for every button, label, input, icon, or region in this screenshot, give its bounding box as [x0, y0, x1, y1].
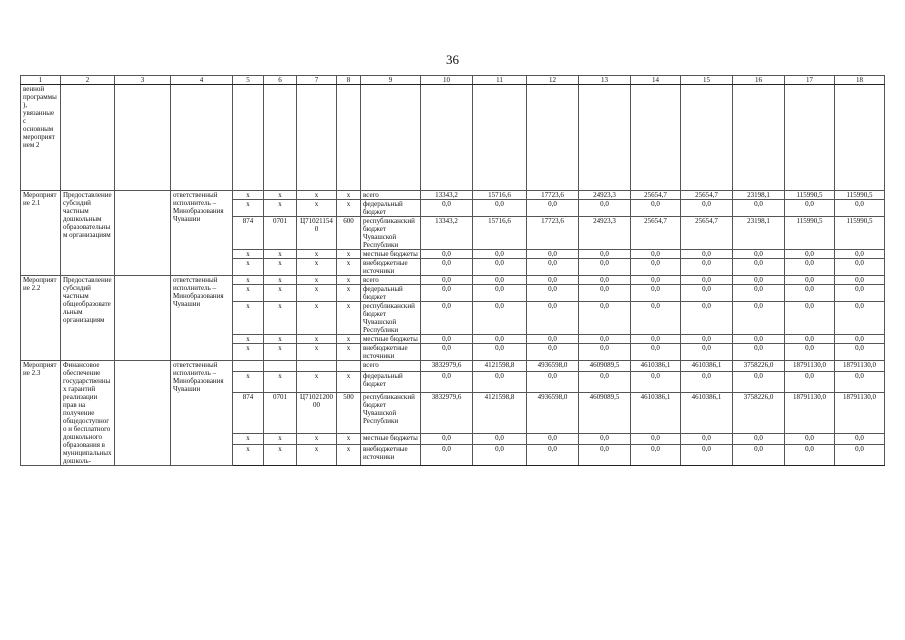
budget-value: 18791130,0: [785, 393, 835, 434]
budget-value: 0,0: [785, 372, 835, 393]
budget-value: 0,0: [421, 302, 473, 335]
budget-value: 0,0: [681, 335, 733, 344]
budget-value: 0,0: [835, 444, 885, 465]
budget-value: 0,0: [835, 276, 885, 285]
budget-value: 24923,3: [579, 217, 631, 250]
budget-value: 0,0: [733, 250, 785, 259]
continuation-text: венной программы), увязанные с основным мероприятием 2: [21, 85, 61, 191]
budget-value: 24923,3: [579, 191, 631, 200]
budget-value: 0,0: [473, 433, 527, 444]
budget-value: 0,0: [681, 250, 733, 259]
budget-value: 0,0: [631, 285, 681, 302]
budget-value: 0,0: [421, 259, 473, 276]
code-target-article: x: [297, 335, 337, 344]
budget-value: 0,0: [733, 276, 785, 285]
code-expense-type: [337, 361, 361, 372]
code-expense-type: x: [337, 276, 361, 285]
budget-value: 0,0: [785, 302, 835, 335]
budget-value: 0,0: [421, 276, 473, 285]
empty-cell: [835, 85, 885, 191]
budget-value: 0,0: [733, 200, 785, 217]
code-target-article: x: [297, 250, 337, 259]
column-header: 13: [579, 76, 631, 85]
code-target-article: x: [297, 276, 337, 285]
budget-value: 4609089,5: [579, 361, 631, 372]
budget-value: 0,0: [473, 285, 527, 302]
budget-value: 0,0: [681, 444, 733, 465]
code-expense-type: x: [337, 200, 361, 217]
budget-value: 0,0: [579, 302, 631, 335]
responsible-executor: ответственный исполнитель – Минобразования Чувашии: [171, 191, 233, 276]
budget-value: 115990,5: [835, 217, 885, 250]
budget-value: 0,0: [473, 200, 527, 217]
empty-cell: [233, 85, 264, 191]
column-header: 12: [527, 76, 579, 85]
code-expense-type: x: [337, 444, 361, 465]
code-grbs: x: [233, 285, 264, 302]
table-row: [21, 276, 885, 285]
code-expense-type: x: [337, 433, 361, 444]
budget-value: 0,0: [681, 285, 733, 302]
column-header: 1: [21, 76, 61, 85]
budget-value: 17723,6: [527, 191, 579, 200]
responsible-executor: ответственный исполнитель – Минобразования Чувашии: [171, 361, 233, 466]
code-target-article: x: [297, 191, 337, 200]
budget-value: 0,0: [631, 200, 681, 217]
budget-value: 0,0: [733, 433, 785, 444]
empty-cell: [171, 85, 233, 191]
funding-source: всего: [361, 276, 421, 285]
budget-value: 115990,5: [785, 217, 835, 250]
code-target-article: Ц7102120000: [297, 393, 337, 434]
code-target-article: x: [297, 444, 337, 465]
code-grbs: x: [233, 433, 264, 444]
budget-value: 15716,6: [473, 217, 527, 250]
column-header: 4: [171, 76, 233, 85]
budget-value: 0,0: [835, 250, 885, 259]
budget-value: 0,0: [733, 344, 785, 361]
budget-value: 0,0: [527, 433, 579, 444]
code-section: x: [264, 250, 297, 259]
budget-value: 0,0: [631, 250, 681, 259]
budget-value: 0,0: [421, 372, 473, 393]
budget-value: 13343,2: [421, 191, 473, 200]
empty-cell: [115, 191, 171, 276]
column-header: 14: [631, 76, 681, 85]
empty-cell: [527, 85, 579, 191]
budget-value: 0,0: [579, 372, 631, 393]
code-expense-type: x: [337, 335, 361, 344]
header-row: [21, 76, 885, 85]
budget-value: 25654,7: [681, 217, 733, 250]
code-expense-type: x: [337, 302, 361, 335]
budget-value: 0,0: [785, 250, 835, 259]
code-expense-type: 600: [337, 217, 361, 250]
funding-source: местные бюджеты: [361, 433, 421, 444]
budget-value: 0,0: [579, 433, 631, 444]
table-row: [21, 191, 885, 200]
budget-value: 0,0: [579, 444, 631, 465]
budget-value: 0,0: [733, 335, 785, 344]
funding-source: внебюджетные источники: [361, 259, 421, 276]
budget-value: 4610386,1: [681, 361, 733, 372]
budget-value: 0,0: [733, 259, 785, 276]
funding-source: местные бюджеты: [361, 250, 421, 259]
funding-source: внебюджетные источники: [361, 444, 421, 465]
column-header: 8: [337, 76, 361, 85]
budget-value: 0,0: [785, 433, 835, 444]
budget-value: 0,0: [527, 335, 579, 344]
code-grbs: x: [233, 200, 264, 217]
budget-value: 0,0: [733, 444, 785, 465]
budget-value: 0,0: [835, 372, 885, 393]
budget-value: 0,0: [681, 259, 733, 276]
code-expense-type: x: [337, 344, 361, 361]
budget-value: 4610386,1: [681, 393, 733, 434]
budget-value: 0,0: [421, 444, 473, 465]
budget-value: 115990,5: [785, 191, 835, 200]
budget-value: 0,0: [733, 372, 785, 393]
budget-value: 0,0: [527, 259, 579, 276]
column-header: 7: [297, 76, 337, 85]
code-grbs: [233, 361, 264, 372]
budget-value: 0,0: [733, 302, 785, 335]
budget-value: 0,0: [579, 200, 631, 217]
budget-value: 0,0: [835, 285, 885, 302]
column-header: 10: [421, 76, 473, 85]
measure-description: Предоставление субсидий частным дошкольным образовательным организациям: [61, 191, 115, 276]
budget-value: 0,0: [579, 285, 631, 302]
budget-value: 0,0: [785, 285, 835, 302]
budget-value: 0,0: [733, 285, 785, 302]
budget-value: 25654,7: [631, 217, 681, 250]
column-header: 9: [361, 76, 421, 85]
budget-value: 0,0: [681, 276, 733, 285]
funding-source: республиканский бюджет Чувашской Республики: [361, 393, 421, 434]
code-expense-type: x: [337, 191, 361, 200]
budget-value: 18791130,0: [835, 361, 885, 372]
code-target-article: x: [297, 259, 337, 276]
budget-value: 0,0: [527, 276, 579, 285]
code-expense-type: 500: [337, 393, 361, 434]
empty-cell: [115, 361, 171, 466]
budget-value: 4609089,5: [579, 393, 631, 434]
funding-source: республиканский бюджет Чувашской Республики: [361, 217, 421, 250]
empty-cell: [337, 85, 361, 191]
code-section: x: [264, 344, 297, 361]
budget-value: 3832979,6: [421, 361, 473, 372]
empty-cell: [785, 85, 835, 191]
budget-value: 0,0: [527, 372, 579, 393]
budget-value: 0,0: [527, 344, 579, 361]
budget-value: 0,0: [527, 200, 579, 217]
budget-value: 13343,2: [421, 217, 473, 250]
empty-cell: [264, 85, 297, 191]
budget-value: 0,0: [681, 200, 733, 217]
budget-value: 0,0: [631, 344, 681, 361]
budget-value: 0,0: [421, 285, 473, 302]
column-header: 6: [264, 76, 297, 85]
budget-value: 3758226,0: [733, 361, 785, 372]
code-target-article: x: [297, 302, 337, 335]
measure-description: Финансовое обеспечение государственных гарантий реализации прав на получение общедоступного и бесплатного дошкольного образования в муниципальных дошколь-: [61, 361, 115, 466]
code-target-article: x: [297, 200, 337, 217]
funding-source: всего: [361, 191, 421, 200]
code-expense-type: x: [337, 372, 361, 393]
budget-value: 0,0: [473, 335, 527, 344]
column-header: 18: [835, 76, 885, 85]
empty-cell: [473, 85, 527, 191]
budget-value: 0,0: [527, 444, 579, 465]
column-header: 15: [681, 76, 733, 85]
budget-value: 0,0: [785, 344, 835, 361]
funding-source: республиканский бюджет Чувашской Республики: [361, 302, 421, 335]
budget-value: 115990,5: [835, 191, 885, 200]
code-grbs: x: [233, 191, 264, 200]
budget-value: 0,0: [835, 344, 885, 361]
code-expense-type: x: [337, 250, 361, 259]
budget-value: 0,0: [473, 444, 527, 465]
code-section: x: [264, 276, 297, 285]
funding-source: федеральный бюджет: [361, 200, 421, 217]
empty-cell: [61, 85, 115, 191]
code-section: x: [264, 191, 297, 200]
code-section: x: [264, 372, 297, 393]
funding-source: федеральный бюджет: [361, 285, 421, 302]
measure-name: Мероприятие 2.2: [21, 276, 61, 361]
code-expense-type: x: [337, 259, 361, 276]
budget-value: 15716,6: [473, 191, 527, 200]
budget-value: 0,0: [835, 259, 885, 276]
budget-value: 4610386,1: [631, 361, 681, 372]
budget-value: 0,0: [785, 335, 835, 344]
code-target-article: x: [297, 344, 337, 361]
budget-value: 0,0: [681, 372, 733, 393]
empty-cell: [421, 85, 473, 191]
code-section: x: [264, 259, 297, 276]
empty-cell: [115, 85, 171, 191]
code-grbs: x: [233, 250, 264, 259]
code-grbs: x: [233, 276, 264, 285]
empty-cell: [297, 85, 337, 191]
budget-value: 4936598,0: [527, 361, 579, 372]
measure-description: Предоставление субсидий частным общеобразовательным организациям: [61, 276, 115, 361]
empty-cell: [361, 85, 421, 191]
budget-value: 0,0: [785, 200, 835, 217]
budget-value: 0,0: [579, 250, 631, 259]
column-header: 17: [785, 76, 835, 85]
budget-value: 0,0: [835, 200, 885, 217]
budget-value: 0,0: [527, 250, 579, 259]
budget-value: 4936598,0: [527, 393, 579, 434]
budget-value: 18791130,0: [835, 393, 885, 434]
budget-value: 0,0: [473, 372, 527, 393]
code-grbs: x: [233, 344, 264, 361]
budget-value: 0,0: [421, 335, 473, 344]
measure-name: Мероприятие 2.1: [21, 191, 61, 276]
column-header: 2: [61, 76, 115, 85]
budget-value: 0,0: [631, 433, 681, 444]
code-target-article: x: [297, 372, 337, 393]
budget-value: 0,0: [473, 302, 527, 335]
code-section: 0701: [264, 393, 297, 434]
code-section: x: [264, 335, 297, 344]
funding-source: всего: [361, 361, 421, 372]
budget-value: 3832979,6: [421, 393, 473, 434]
code-section: x: [264, 200, 297, 217]
budget-value: 0,0: [473, 344, 527, 361]
code-grbs: x: [233, 259, 264, 276]
column-header: 3: [115, 76, 171, 85]
empty-cell: [733, 85, 785, 191]
funding-source: местные бюджеты: [361, 335, 421, 344]
budget-value: 0,0: [785, 444, 835, 465]
budget-value: 25654,7: [631, 191, 681, 200]
budget-value: 18791130,0: [785, 361, 835, 372]
budget-value: 0,0: [631, 335, 681, 344]
code-grbs: 874: [233, 393, 264, 434]
empty-cell: [115, 276, 171, 361]
budget-value: 0,0: [421, 250, 473, 259]
budget-table: [20, 75, 885, 466]
budget-value: 0,0: [579, 335, 631, 344]
funding-source: внебюджетные источники: [361, 344, 421, 361]
budget-value: 17723,6: [527, 217, 579, 250]
code-section: [264, 361, 297, 372]
budget-value: 0,0: [631, 276, 681, 285]
budget-value: 0,0: [473, 276, 527, 285]
code-section: 0701: [264, 217, 297, 250]
budget-value: 0,0: [631, 444, 681, 465]
budget-value: 0,0: [473, 250, 527, 259]
budget-value: 25654,7: [681, 191, 733, 200]
page-number: 36: [446, 52, 459, 67]
budget-value: 0,0: [527, 285, 579, 302]
column-header: 16: [733, 76, 785, 85]
column-header: 5: [233, 76, 264, 85]
budget-value: 0,0: [579, 344, 631, 361]
budget-value: 0,0: [785, 259, 835, 276]
budget-value: 4121598,8: [473, 393, 527, 434]
budget-value: 23198,1: [733, 217, 785, 250]
table-row: [21, 361, 885, 372]
budget-value: 0,0: [579, 276, 631, 285]
budget-value: 0,0: [785, 276, 835, 285]
code-expense-type: x: [337, 285, 361, 302]
budget-value: 0,0: [835, 433, 885, 444]
budget-value: 0,0: [835, 302, 885, 335]
code-target-article: x: [297, 433, 337, 444]
code-grbs: 874: [233, 217, 264, 250]
budget-value: 23198,1: [733, 191, 785, 200]
budget-value: 3758226,0: [733, 393, 785, 434]
code-grbs: x: [233, 335, 264, 344]
budget-value: 0,0: [681, 302, 733, 335]
budget-value: 4610386,1: [631, 393, 681, 434]
code-section: x: [264, 285, 297, 302]
code-grbs: x: [233, 302, 264, 335]
budget-value: 0,0: [527, 302, 579, 335]
code-section: x: [264, 433, 297, 444]
responsible-executor: ответственный исполнитель – Минобразования Чувашии: [171, 276, 233, 361]
budget-value: 0,0: [681, 344, 733, 361]
budget-value: 0,0: [473, 259, 527, 276]
continuation-row: [21, 85, 885, 191]
code-target-article: [297, 361, 337, 372]
funding-source: федеральный бюджет: [361, 372, 421, 393]
budget-value: 0,0: [421, 344, 473, 361]
code-grbs: x: [233, 372, 264, 393]
code-target-article: Ц710211540: [297, 217, 337, 250]
code-section: x: [264, 302, 297, 335]
empty-cell: [579, 85, 631, 191]
code-section: x: [264, 444, 297, 465]
budget-value: 0,0: [631, 302, 681, 335]
budget-value: 0,0: [631, 372, 681, 393]
measure-name: Мероприятие 2.3: [21, 361, 61, 466]
budget-value: 0,0: [835, 335, 885, 344]
budget-value: 0,0: [681, 433, 733, 444]
column-header: 11: [473, 76, 527, 85]
budget-value: 0,0: [631, 259, 681, 276]
budget-value: 0,0: [579, 259, 631, 276]
empty-cell: [631, 85, 681, 191]
budget-value: 0,0: [421, 433, 473, 444]
empty-cell: [681, 85, 733, 191]
code-target-article: x: [297, 285, 337, 302]
budget-value: 0,0: [421, 200, 473, 217]
code-grbs: x: [233, 444, 264, 465]
budget-value: 4121598,8: [473, 361, 527, 372]
